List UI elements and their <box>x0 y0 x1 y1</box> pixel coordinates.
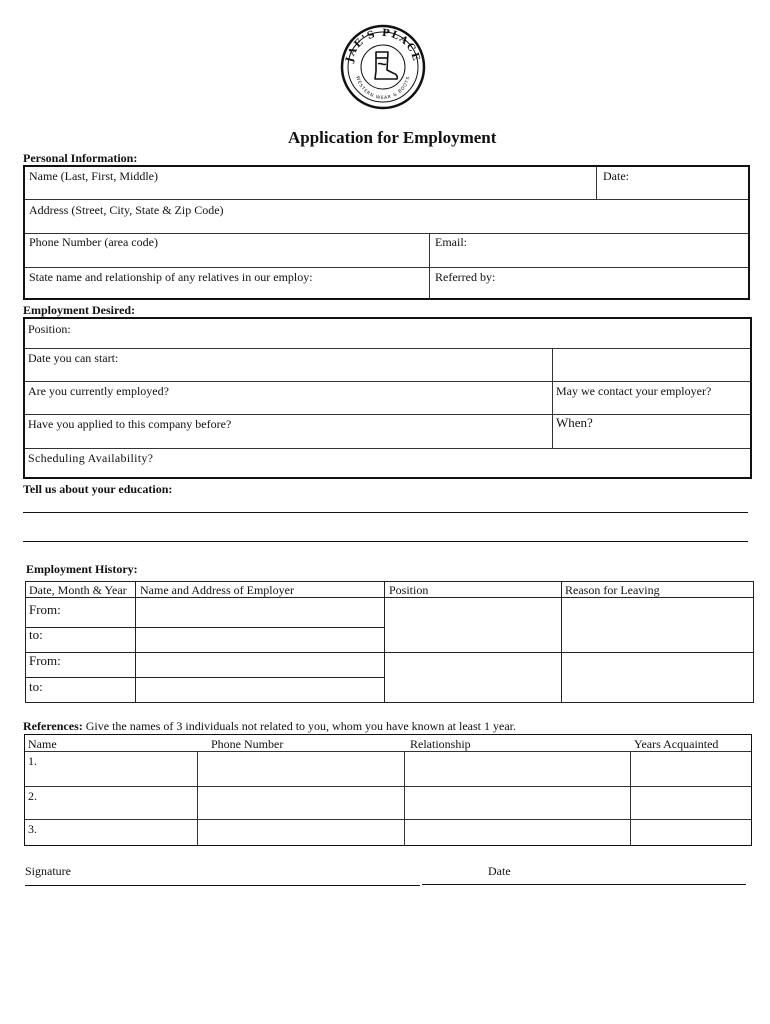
email-label: Email: <box>435 235 467 249</box>
ref-col-phone: Phone Number <box>211 737 284 751</box>
history-row2-reason[interactable] <box>561 652 754 703</box>
logo-seal <box>340 24 426 110</box>
ref-col-name: Name <box>28 737 57 751</box>
relatives-label: State name and relationship of any relatives in our employ: <box>29 270 313 284</box>
name-label: Name (Last, First, Middle) <box>29 169 158 183</box>
history-row2-position[interactable] <box>384 652 562 703</box>
start-date-extra-field[interactable] <box>553 349 750 381</box>
ref-row-3-number: 3. <box>28 822 37 836</box>
signature-date-label: Date <box>488 864 511 878</box>
history-col-employer: Name and Address of Employer <box>140 583 294 597</box>
history-row2-employer-a[interactable] <box>135 652 385 678</box>
contact-employer-label: May we contact your employer? <box>556 384 712 398</box>
svg-text:JAE'S PLACE: JAE'S PLACE <box>344 27 422 64</box>
date-label: Date: <box>603 169 629 183</box>
start-date-label: Date you can start: <box>28 351 119 365</box>
email-field[interactable] <box>430 234 748 267</box>
company-logo <box>340 24 426 110</box>
ref-row-1[interactable] <box>25 752 751 786</box>
history-row1-employer-a[interactable] <box>135 597 385 628</box>
history-row2-employer-b[interactable] <box>135 677 385 703</box>
history-row2-from-label: From: <box>29 653 61 668</box>
page-title: Application for Employment <box>288 128 497 147</box>
ref-col-relationship: Relationship <box>410 737 471 751</box>
education-heading: Tell us about your education: <box>23 482 173 496</box>
address-label: Address (Street, City, State & Zip Code) <box>29 203 224 217</box>
signature-date-line[interactable] <box>422 884 746 885</box>
references-instruction: Give the names of 3 individuals not related to you, whom you have known at least 1 year. <box>85 719 516 733</box>
signature-label: Signature <box>25 864 71 878</box>
employment-desired-heading: Employment Desired: <box>23 303 136 317</box>
phone-label: Phone Number (area code) <box>29 235 158 249</box>
references-intro <box>23 719 516 733</box>
applied-before-label: Have you applied to this company before? <box>28 417 232 431</box>
currently-employed-label: Are you currently employed? <box>28 384 169 398</box>
employment-history-heading: Employment History: <box>26 562 138 576</box>
history-col-position: Position <box>389 583 429 597</box>
education-line-2[interactable] <box>23 541 748 542</box>
ref-col-years: Years Acquainted <box>634 737 719 751</box>
history-row1-employer-b[interactable] <box>135 627 385 653</box>
signature-line[interactable] <box>25 885 420 886</box>
history-row1-from-label: From: <box>29 602 61 617</box>
references-heading: References: <box>23 719 83 733</box>
ref-row-1-number: 1. <box>28 754 37 768</box>
history-row2-to-label: to: <box>29 679 43 694</box>
history-row1-position[interactable] <box>384 597 562 653</box>
position-field[interactable] <box>25 319 750 348</box>
svg-text:WESTERN WEAR & BOOTS: WESTERN WEAR & BOOTS <box>354 75 412 102</box>
history-row1-to-label: to: <box>29 627 43 642</box>
ref-row-2[interactable] <box>25 787 751 819</box>
referred-by-label: Referred by: <box>435 270 496 284</box>
when-label: When? <box>556 415 593 430</box>
ref-row-3[interactable] <box>25 820 751 845</box>
history-row1-reason[interactable] <box>561 597 754 653</box>
education-line-1[interactable] <box>23 512 748 513</box>
scheduling-label: Scheduling Availability? <box>28 451 154 465</box>
ref-row-2-number: 2. <box>28 789 37 803</box>
position-label: Position: <box>28 322 71 336</box>
personal-info-heading: Personal Information: <box>23 151 138 165</box>
history-col-date: Date, Month & Year <box>29 583 127 597</box>
history-col-reason: Reason for Leaving <box>565 583 660 597</box>
